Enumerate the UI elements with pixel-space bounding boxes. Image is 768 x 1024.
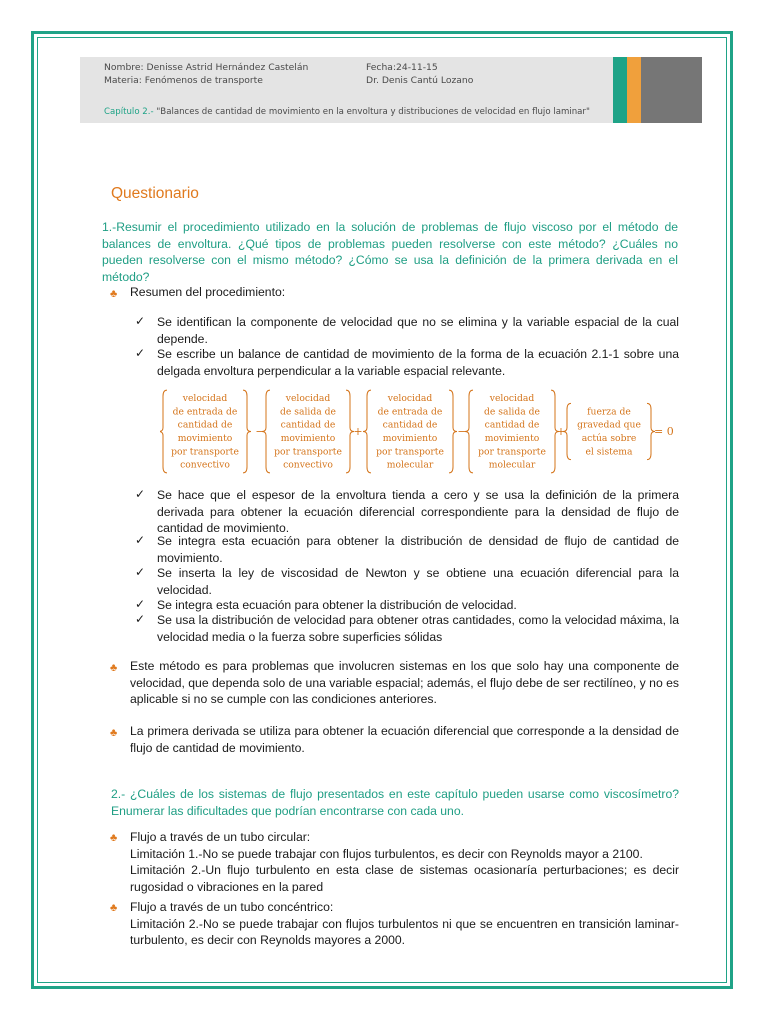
equation-term-line: cantidad de <box>484 419 540 431</box>
equation-term-line: el sistema <box>585 446 633 458</box>
equation-term-line: movimiento <box>280 433 336 444</box>
equation-term-line: molecular <box>386 459 434 471</box>
question-1: 1.-Resumir el procedimiento utilizado en la solución de problemas de flujo viscoso por el método de balances de envoltura. ¿Qué tipos de problemas pueden resolverse con este método? ¿Cuáles no pueden resolverse con el mismo método? ¿Cómo se usa la definición de la primera derivada en el método? <box>102 220 678 284</box>
step-6: Se integra esta ecuación para obtener la distribución de velocidad. <box>157 598 517 612</box>
bullet-procedure-summary: Resumen del procedimiento: <box>130 285 286 299</box>
club-bullet-icon: ♣ <box>110 727 118 739</box>
item-concentric-tube-limit: Limitación 2.-No se puede trabajar con flujos turbulentos ni que se encuentren en transición laminar-turbulento, es decir con Reynolds mayores a 2000. <box>130 916 679 948</box>
chapter-label: Capítulo 2.- <box>104 107 154 117</box>
equation-term-line: movimiento <box>484 433 540 444</box>
equation-term-line: actúa sobre <box>581 433 637 444</box>
chapter-line <box>104 107 590 117</box>
item-circular-tube-title: Flujo a través de un tubo circular: <box>130 830 311 844</box>
club-bullet-icon: ♣ <box>110 288 118 300</box>
equation-term <box>262 390 354 473</box>
student-name: Nombre: Denisse Astrid Hernández Castelán <box>104 62 309 73</box>
equation-rhs: = 0 <box>654 425 674 438</box>
equation-term-line: cantidad de <box>382 419 438 431</box>
question-2: 2.- ¿Cuáles de los sistemas de flujo presentados en este capítulo pueden usarse como viscosímetro? Enumerar las dificultades que podrían encontrarse con cada uno. <box>111 787 679 818</box>
item-circular-tube <box>130 829 679 895</box>
step-5: Se inserta la ley de viscosidad de Newton y se obtiene una ecuación diferencial para la velocidad. <box>157 566 679 597</box>
item-concentric-tube <box>130 899 679 949</box>
brace-left-icon <box>160 390 167 473</box>
equation-term <box>363 390 457 473</box>
equation-term-line: movimiento <box>382 433 438 444</box>
equation-term-line: movimiento <box>177 433 233 444</box>
equation-operator: + <box>353 425 363 438</box>
equation-operator: + <box>556 425 566 438</box>
checkmark-icon: ✓ <box>135 533 146 547</box>
equation-term-line: velocidad <box>182 393 228 405</box>
checkmark-icon: ✓ <box>135 565 146 579</box>
club-bullet-icon: ♣ <box>110 902 118 914</box>
equation-term-line: de entrada de <box>172 406 238 418</box>
equation-term-line: gravedad que <box>577 419 641 431</box>
equation-term-line: molecular <box>488 459 536 471</box>
equation-term-line: de salida de <box>484 406 540 418</box>
equation-term <box>465 390 559 473</box>
teacher-name: Dr. Denis Cantú Lozano <box>366 75 474 86</box>
checkmark-icon: ✓ <box>135 346 146 360</box>
equation-term-line: velocidad <box>387 393 433 405</box>
momentum-balance-equation <box>160 389 680 474</box>
header-orange-bar <box>627 57 641 123</box>
chapter-title: "Balances de cantidad de movimiento en la envoltura y distribuciones de velocidad en flujo laminar" <box>153 107 590 117</box>
step-1: Se identifican la componente de velocidad que no se elimina y la variable espacial de la cual depende. <box>157 315 679 346</box>
bullet-applicability: Este método es para problemas que involucren sistemas en los que solo hay una componente de velocidad, que dependa solo de una variable espacial; además, el flujo debe de ser rectilíneo, y no es aplicable si no se cumple con las condiciones anteriores. <box>130 659 679 707</box>
club-bullet-icon: ♣ <box>110 662 118 674</box>
checkmark-icon: ✓ <box>135 314 146 328</box>
step-4: Se integra esta ecuación para obtener la distribución de densidad de flujo de cantidad de movimiento. <box>157 534 679 565</box>
checkmark-icon: ✓ <box>135 597 146 611</box>
equation-term-line: por transporte <box>274 446 342 458</box>
equation-operator: − <box>255 425 265 438</box>
section-title: Questionario <box>111 185 199 202</box>
equation-term-line: de salida de <box>280 406 336 418</box>
equation-term-line: cantidad de <box>177 419 233 431</box>
brace-right-icon <box>243 390 251 473</box>
item-concentric-tube-title: Flujo a través de un tubo concéntrico: <box>130 900 334 914</box>
step-7: Se usa la distribución de velocidad para obtener otras cantidades, como la velocidad máxima, la velocidad media o la fuerza sobre superficies sólidas <box>157 613 679 644</box>
equation-term-line: por transporte <box>171 446 239 458</box>
document-header <box>80 57 702 123</box>
equation-term-line: por transporte <box>478 446 546 458</box>
equation-term-line: convectivo <box>180 459 230 471</box>
equation-term-line: fuerza de <box>587 406 631 418</box>
equation-term-line: de entrada de <box>377 406 443 418</box>
header-gray-bar <box>641 57 702 123</box>
checkmark-icon: ✓ <box>135 487 146 501</box>
equation-term <box>563 403 655 459</box>
club-bullet-icon: ♣ <box>110 832 118 844</box>
header-teal-bar <box>613 57 627 123</box>
equation-term-line: velocidad <box>285 393 331 405</box>
date: Fecha:24-11-15 <box>366 62 438 73</box>
course-name: Materia: Fenómenos de transporte <box>104 75 263 86</box>
brace-left-icon <box>363 390 371 473</box>
item-circular-tube-limit-2: Limitación 2.-Un flujo turbulento en esta clase de sistemas ocasionaría perturbaciones; es decir rugosidad o vibraciones en la pared <box>130 863 679 894</box>
equation-term <box>160 390 251 473</box>
step-2: Se escribe un balance de cantidad de movimiento de la forma de la ecuación 2.1-1 sobre una delgada envoltura perpendicular a la variable espacial relevante. <box>157 347 679 378</box>
equation-operator: − <box>457 425 467 438</box>
item-circular-tube-limit-1: Limitación 1.-No se puede trabajar con flujos turbulentos, es decir con Reynolds mayor a 2100. <box>130 846 643 861</box>
equation-term-line: cantidad de <box>280 419 336 431</box>
brace-right-icon <box>449 390 457 473</box>
checkmark-icon: ✓ <box>135 612 146 626</box>
equation-term-line: velocidad <box>489 393 535 405</box>
equation-term-line: convectivo <box>283 459 333 471</box>
equation-term-line: por transporte <box>376 446 444 458</box>
bullet-first-derivative: La primera derivada se utiliza para obtener la ecuación diferencial que corresponde a la densidad de flujo de cantidad de movimiento. <box>130 724 679 755</box>
step-3: Se hace que el espesor de la envoltura tienda a cero y se usa la definición de la primera derivada para obtener la ecuación diferencial correspondiente para la densidad de flujo de cantidad de movimiento. <box>157 488 679 536</box>
